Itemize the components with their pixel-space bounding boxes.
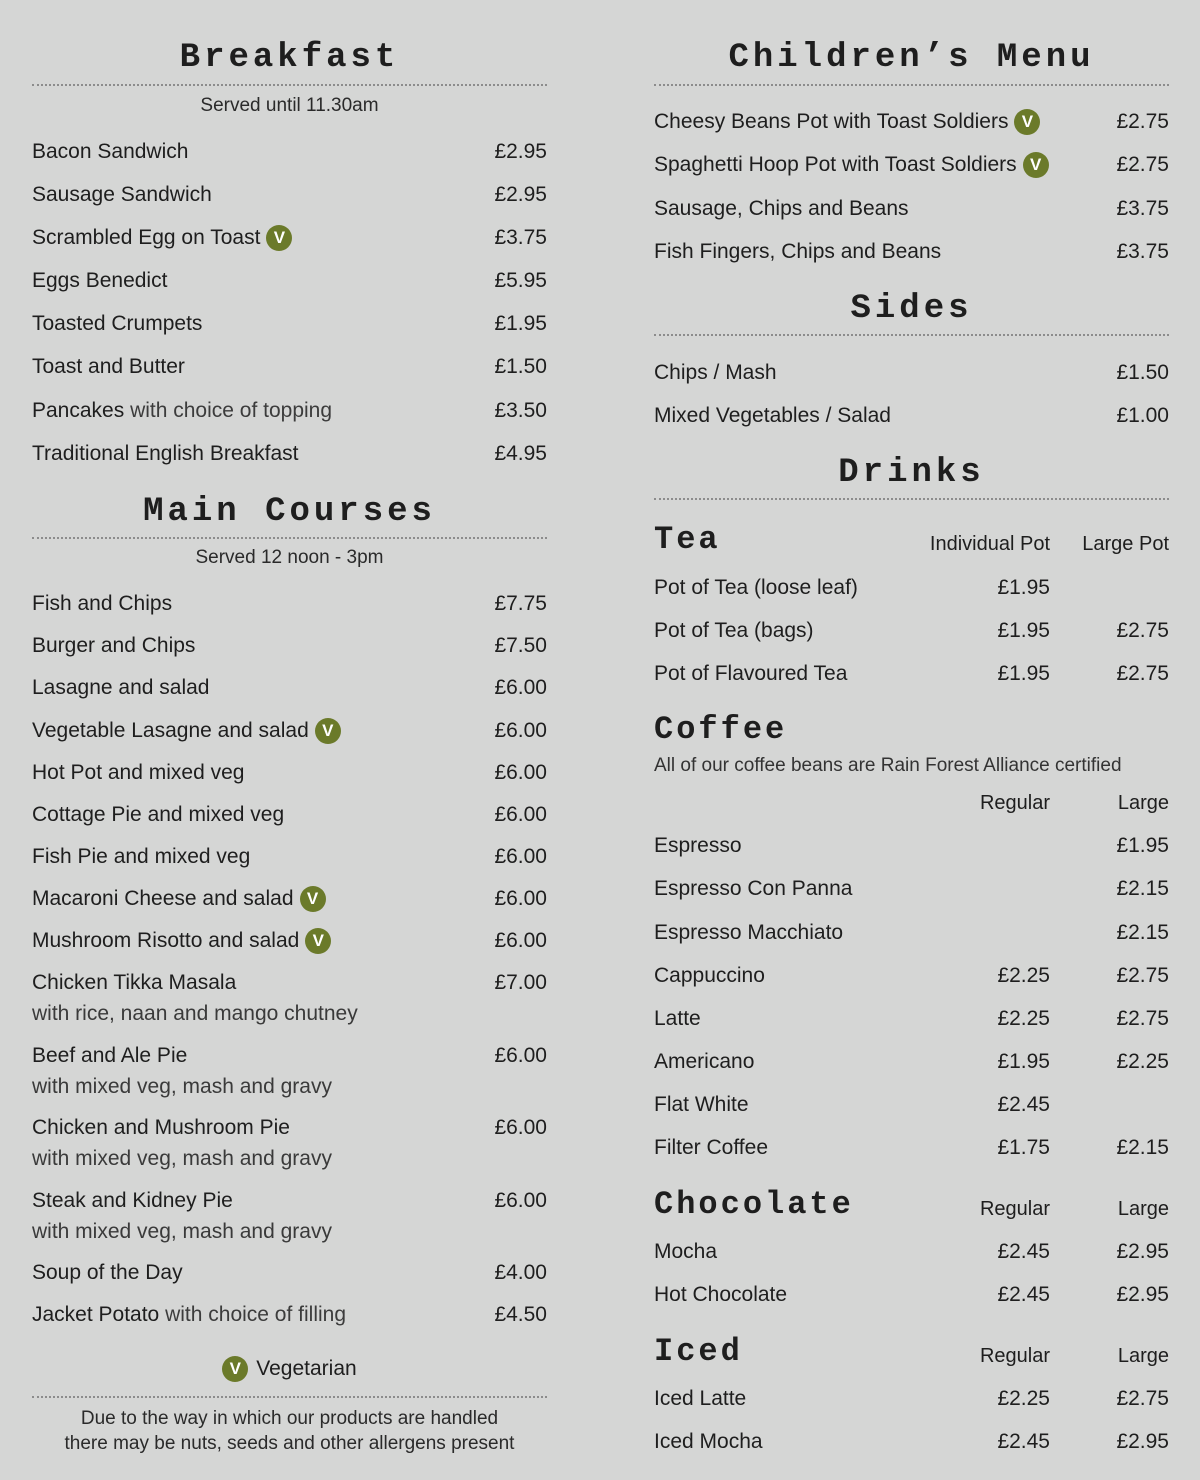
item-price: £7.75 bbox=[494, 592, 547, 615]
item-name: Scrambled Egg on Toast bbox=[32, 226, 261, 249]
item-name: Toasted Crumpets bbox=[32, 312, 203, 335]
item-name: Cottage Pie and mixed veg bbox=[32, 803, 285, 826]
item-name: Sausage Sandwich bbox=[32, 183, 212, 206]
iced-column-regular: Regular bbox=[979, 1345, 1050, 1367]
item-price: £1.95 bbox=[494, 312, 547, 335]
item-price: £3.75 bbox=[1116, 197, 1169, 220]
item-price-regular: £1.95 bbox=[997, 576, 1050, 599]
item-name: Eggs Benedict bbox=[32, 269, 168, 292]
item-price: £6.00 bbox=[494, 761, 547, 784]
iced-heading: Iced bbox=[654, 1333, 743, 1370]
coffee-note: All of our coffee beans are Rain Forest Alliance certified bbox=[654, 755, 1122, 776]
main-courses-title: Main Courses bbox=[143, 493, 436, 531]
divider bbox=[654, 334, 1169, 336]
item-price-large: £2.15 bbox=[1116, 921, 1169, 944]
item-name: Mushroom Risotto and salad bbox=[32, 929, 300, 952]
tea-column-large: Large Pot bbox=[1082, 533, 1169, 555]
item-name: Espresso Con Panna bbox=[654, 877, 853, 900]
item-name: Cheesy Beans Pot with Toast Soldiers bbox=[654, 110, 1009, 133]
item-price-large: £2.15 bbox=[1116, 877, 1169, 900]
coffee-column-regular: Regular bbox=[979, 792, 1050, 814]
item-name: Lasagne and salad bbox=[32, 676, 210, 699]
item-price: £5.95 bbox=[494, 269, 547, 292]
vegetarian-icon: V bbox=[1023, 152, 1049, 178]
vegetarian-icon: V bbox=[266, 225, 292, 251]
iced-column-large: Large bbox=[1117, 1345, 1169, 1367]
item-price: £1.50 bbox=[1116, 361, 1169, 384]
item-name: Americano bbox=[654, 1050, 755, 1073]
item-price-regular: £1.95 bbox=[997, 1050, 1050, 1073]
allergen-line-1: Due to the way in which our products are handled bbox=[80, 1408, 499, 1429]
vegetarian-icon: V bbox=[1014, 109, 1040, 135]
item-price: £3.75 bbox=[1116, 240, 1169, 263]
item-price-regular: £1.95 bbox=[997, 619, 1050, 642]
item-price-large: £1.95 bbox=[1116, 834, 1169, 857]
tea-heading: Tea bbox=[654, 521, 721, 558]
item-price: £6.00 bbox=[494, 887, 547, 910]
item-price-large: £2.95 bbox=[1116, 1430, 1169, 1453]
item-name: Iced Latte bbox=[654, 1387, 747, 1410]
item-price: £2.95 bbox=[494, 183, 547, 206]
divider bbox=[654, 498, 1169, 500]
item-name: Pot of Tea (bags) bbox=[654, 619, 814, 642]
chocolate-column-large: Large bbox=[1117, 1198, 1169, 1220]
item-name: Beef and Ale Pie bbox=[32, 1044, 188, 1067]
tea-column-individual: Individual Pot bbox=[929, 533, 1050, 555]
item-name: Espresso Macchiato bbox=[654, 921, 844, 944]
allergen-note bbox=[32, 1406, 547, 1456]
item-description: with rice, naan and mango chutney bbox=[32, 1002, 358, 1025]
allergen-line-2: there may be nuts, seeds and other allergens present bbox=[64, 1433, 515, 1454]
divider bbox=[32, 84, 547, 86]
item-price-regular: £2.25 bbox=[997, 964, 1050, 987]
item-price: £7.50 bbox=[494, 634, 547, 657]
divider bbox=[32, 1396, 547, 1398]
item-price-regular: £2.25 bbox=[997, 1007, 1050, 1030]
item-name: Fish Fingers, Chips and Beans bbox=[654, 240, 942, 263]
childrens-menu-title: Children’s Menu bbox=[728, 39, 1095, 77]
item-name: Latte bbox=[654, 1007, 701, 1030]
item-price: £4.50 bbox=[494, 1303, 547, 1326]
item-name: Flat White bbox=[654, 1093, 749, 1116]
item-price: £6.00 bbox=[494, 719, 547, 742]
item-price-large: £2.75 bbox=[1116, 619, 1169, 642]
vegetarian-icon: V bbox=[300, 886, 326, 912]
chocolate-column-regular: Regular bbox=[979, 1198, 1050, 1220]
item-price: £2.95 bbox=[494, 140, 547, 163]
item-name: Hot Chocolate bbox=[654, 1283, 788, 1306]
item-price-regular: £2.45 bbox=[997, 1240, 1050, 1263]
item-price-large: £2.95 bbox=[1116, 1240, 1169, 1263]
item-price-large: £2.95 bbox=[1116, 1283, 1169, 1306]
divider bbox=[32, 537, 547, 539]
item-price: £3.75 bbox=[494, 226, 547, 249]
item-price: £1.50 bbox=[494, 355, 547, 378]
chocolate-heading: Chocolate bbox=[654, 1186, 854, 1223]
item-description: with mixed veg, mash and gravy bbox=[32, 1147, 332, 1170]
item-price: £6.00 bbox=[494, 1116, 547, 1139]
item-name: Fish Pie and mixed veg bbox=[32, 845, 251, 868]
item-name: Espresso bbox=[654, 834, 742, 857]
item-description: with mixed veg, mash and gravy bbox=[32, 1075, 332, 1098]
item-price: £4.00 bbox=[494, 1261, 547, 1284]
item-description: with mixed veg, mash and gravy bbox=[32, 1220, 332, 1243]
vegetarian-icon: V bbox=[222, 1356, 248, 1382]
item-price: £3.50 bbox=[494, 399, 547, 422]
item-name: Vegetable Lasagne and salad bbox=[32, 719, 309, 742]
item-price-large: £2.75 bbox=[1116, 1007, 1169, 1030]
vegetarian-icon: V bbox=[315, 718, 341, 744]
item-name: Chips / Mash bbox=[654, 361, 777, 384]
item-price: £6.00 bbox=[494, 803, 547, 826]
item-name: Bacon Sandwich bbox=[32, 140, 189, 163]
coffee-heading: Coffee bbox=[654, 711, 788, 748]
item-name: Toast and Butter bbox=[32, 355, 185, 378]
item-price: £1.00 bbox=[1116, 404, 1169, 427]
item-name: Macaroni Cheese and salad bbox=[32, 887, 294, 910]
vegetarian-legend bbox=[32, 1356, 547, 1382]
item-name: Pot of Tea (loose leaf) bbox=[654, 576, 858, 599]
item-price: £6.00 bbox=[494, 1189, 547, 1212]
item-price: £6.00 bbox=[494, 1044, 547, 1067]
breakfast-subtitle: Served until 11.30am bbox=[200, 95, 379, 116]
item-price: £7.00 bbox=[494, 971, 547, 994]
item-price-regular: £2.45 bbox=[997, 1093, 1050, 1116]
item-price: £6.00 bbox=[494, 845, 547, 868]
item-extra: with choice of filling bbox=[165, 1303, 347, 1326]
item-price: £6.00 bbox=[494, 929, 547, 952]
item-name: Cappuccino bbox=[654, 964, 765, 987]
divider bbox=[654, 84, 1169, 86]
item-price-large: £2.75 bbox=[1116, 1387, 1169, 1410]
item-name: Burger and Chips bbox=[32, 634, 196, 657]
item-name: Hot Pot and mixed veg bbox=[32, 761, 245, 784]
item-price-regular: £1.95 bbox=[997, 662, 1050, 685]
vegetarian-icon: V bbox=[305, 928, 331, 954]
item-price: £6.00 bbox=[494, 676, 547, 699]
item-price-regular: £2.45 bbox=[997, 1283, 1050, 1306]
item-price-large: £2.15 bbox=[1116, 1136, 1169, 1159]
item-name: Jacket Potato bbox=[32, 1303, 160, 1326]
item-price: £2.75 bbox=[1116, 110, 1169, 133]
drinks-title: Drinks bbox=[838, 454, 985, 492]
item-name: Fish and Chips bbox=[32, 592, 173, 615]
item-name: Iced Mocha bbox=[654, 1430, 763, 1453]
item-name: Sausage, Chips and Beans bbox=[654, 197, 909, 220]
item-name: Mocha bbox=[654, 1240, 718, 1263]
item-price-regular: £2.25 bbox=[997, 1387, 1050, 1410]
item-price: £2.75 bbox=[1116, 153, 1169, 176]
item-price-regular: £2.45 bbox=[997, 1430, 1050, 1453]
item-name: Pancakes bbox=[32, 399, 125, 422]
item-name: Filter Coffee bbox=[654, 1136, 768, 1159]
sides-title: Sides bbox=[850, 290, 973, 328]
breakfast-title: Breakfast bbox=[179, 39, 400, 77]
item-price-large: £2.25 bbox=[1116, 1050, 1169, 1073]
item-price-regular: £1.75 bbox=[997, 1136, 1050, 1159]
item-extra: with choice of topping bbox=[130, 399, 333, 422]
item-price: £4.95 bbox=[494, 442, 547, 465]
item-name: Steak and Kidney Pie bbox=[32, 1189, 233, 1212]
item-name: Chicken Tikka Masala bbox=[32, 971, 237, 994]
item-name: Mixed Vegetables / Salad bbox=[654, 404, 891, 427]
item-name: Chicken and Mushroom Pie bbox=[32, 1116, 290, 1139]
item-price-large: £2.75 bbox=[1116, 662, 1169, 685]
item-name: Traditional English Breakfast bbox=[32, 442, 299, 465]
item-price-large: £2.75 bbox=[1116, 964, 1169, 987]
main-courses-subtitle: Served 12 noon - 3pm bbox=[195, 547, 384, 568]
item-name: Pot of Flavoured Tea bbox=[654, 662, 848, 685]
item-name: Soup of the Day bbox=[32, 1261, 183, 1284]
coffee-column-large: Large bbox=[1117, 792, 1169, 814]
legend-label: Vegetarian bbox=[256, 1357, 357, 1380]
item-name: Spaghetti Hoop Pot with Toast Soldiers bbox=[654, 153, 1017, 176]
